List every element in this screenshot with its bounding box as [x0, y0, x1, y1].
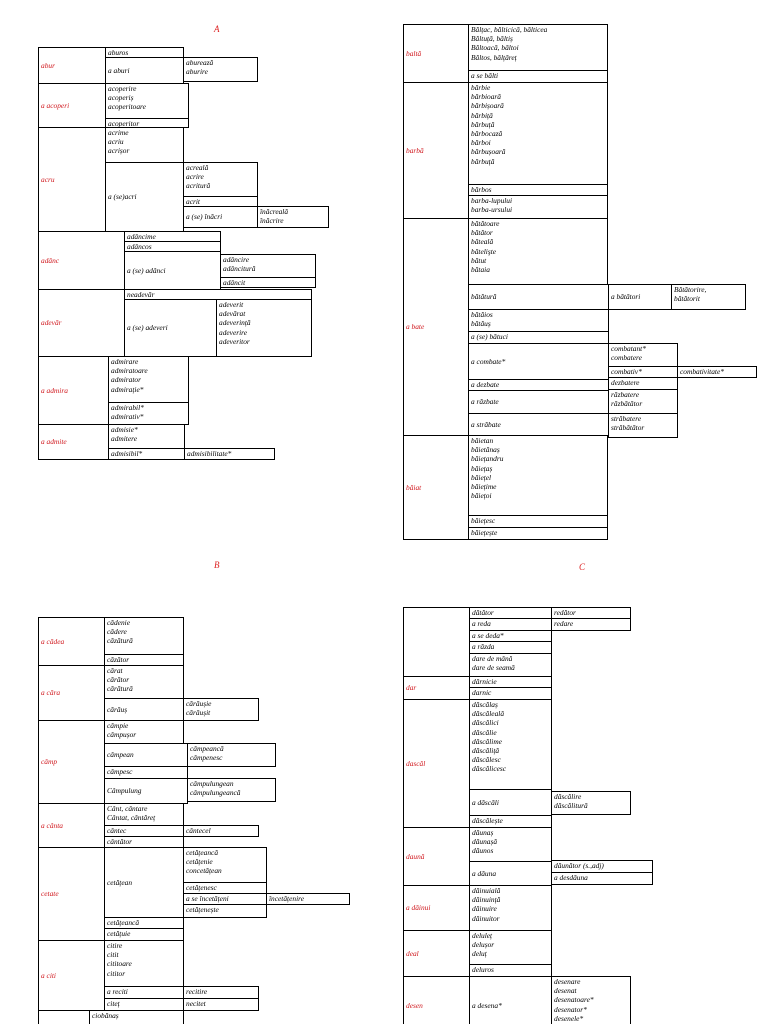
cell: acrime acriu acrișor — [105, 127, 184, 163]
cell: adâncos — [124, 241, 221, 252]
cell: recitire — [183, 986, 259, 999]
cell: aburează aburire — [183, 57, 258, 82]
headword: barbă — [403, 82, 469, 219]
cell: cetățenesc — [183, 882, 267, 894]
cell: deluleț delușor deluț — [469, 930, 552, 965]
cell: încetățenire — [266, 893, 350, 905]
cell: dezbatere — [608, 377, 678, 390]
cell: a aburi — [105, 57, 184, 84]
cell: răzbatere răzbătător — [608, 389, 678, 414]
section-title-c: C — [579, 562, 586, 572]
cell: aburos — [105, 47, 184, 58]
cell: acreală acrire acritură — [183, 162, 258, 197]
cell: combativ* — [608, 366, 678, 378]
cell: a desena* — [469, 976, 552, 1024]
cell: redare — [551, 618, 631, 631]
cell: câmpean — [104, 743, 188, 767]
headword — [38, 1010, 90, 1024]
cell: cetățeancă — [104, 917, 184, 929]
section-title-a: A — [214, 24, 220, 34]
cell: dăinuială dăinuință dăinuire dăinuitor — [469, 885, 552, 931]
headword: a citi — [38, 940, 105, 1011]
cell: Bălțac, bălticică, bălticea Băltuță, băltiș Băltoacă, băltoi Băltos, bălțăreț — [468, 24, 608, 71]
cell: a răzbate — [468, 390, 609, 414]
cell: dăscălire dăscălitură — [551, 791, 631, 815]
headword: dascăl — [403, 699, 470, 828]
cell: acrit — [183, 196, 258, 207]
cell: redător — [551, 607, 631, 619]
cell: a (se)acri — [105, 162, 184, 232]
cell: cântecel — [183, 825, 259, 837]
headword: dar — [403, 676, 470, 700]
headword: deal — [403, 930, 470, 977]
cell: bărbie bărbioară bărbișoară bărbiță bărbuță bărbocază bărboi bărbușoară bărbuță — [468, 82, 608, 185]
cell: bărbos — [468, 184, 608, 196]
cell: barba-lupului barba-ursului — [468, 195, 608, 219]
cell: a se deda* — [469, 630, 552, 642]
cell: a reciti — [104, 986, 184, 999]
cell: a (se) adeveri — [124, 299, 217, 357]
cell: a se încetățeni — [183, 893, 267, 905]
headword: a bate — [403, 218, 469, 436]
cell: desenare desenat desenatoare* desenator* desenele* — [551, 976, 631, 1024]
headword: cetate — [38, 847, 105, 941]
headword: abur — [38, 47, 106, 84]
cell: cântător — [104, 836, 184, 848]
cell: cetățeancă cetățenie concetățean — [183, 847, 267, 883]
section-title-b: B — [214, 560, 220, 570]
headword — [403, 607, 470, 677]
cell: bătăios bătăuș — [468, 309, 609, 332]
cell: citeț — [104, 998, 184, 1011]
cell: adeverit adevărat adeverință adeverire adeveritor — [216, 299, 312, 357]
cell: admirabil* admirativ* — [108, 402, 189, 425]
cell: dăunător (s.,adj) — [551, 860, 653, 873]
cell: câmpie câmpușor — [104, 720, 184, 744]
cell: Cânt, cântare Cântat, cântăreț — [104, 803, 184, 826]
cell: citire citit cititoare cititor — [104, 940, 184, 987]
headword: daună — [403, 827, 470, 886]
cell: adâncime — [124, 231, 221, 242]
cell: darnic — [469, 687, 552, 700]
cell: admisibil* — [108, 448, 185, 460]
cell: a dăscăli — [469, 789, 552, 816]
cell: cărăuș — [104, 698, 184, 721]
cell: dătător — [469, 607, 552, 619]
cell: adâncit — [220, 277, 316, 288]
cell: cântec — [104, 825, 184, 837]
headword: a dăinui — [403, 885, 470, 931]
headword: a admira — [38, 356, 109, 425]
cell: adâncire adâncitură — [220, 254, 316, 278]
cell: străbatere străbătător — [608, 413, 678, 438]
headword: a cânta — [38, 803, 105, 848]
cell: dăscălaș dăscăleală dăscălici dăscălie dăscălime dăscăliță dăscălesc dăscălicesc — [469, 699, 552, 790]
headword: adevăr — [38, 289, 125, 357]
cell: căzător — [104, 654, 184, 666]
headword: băiat — [403, 435, 469, 540]
cell: a bătători — [608, 284, 672, 310]
cell: a dezbate — [468, 379, 609, 391]
cell: neadevăr — [124, 289, 312, 300]
cell: câmpesc — [104, 766, 188, 779]
cell: băiețesc — [468, 515, 608, 528]
headword: a cădea — [38, 617, 105, 666]
headword: acru — [38, 127, 106, 232]
cell: câmpulungean câmpulungeancă — [187, 778, 276, 802]
cell: necitet — [183, 998, 259, 1011]
cell: băietan băietănaș băiețandru băiețaș băiețel băiețime băiețoi — [468, 435, 608, 516]
cell: dărnicie — [469, 676, 552, 688]
cell: cărat cărător cărătură — [104, 665, 184, 699]
cell: admirare admiratoare admirator admirație* — [108, 356, 189, 403]
cell: admisie* admitere — [108, 424, 185, 449]
cell: bătătură — [468, 284, 609, 310]
cell: a străbate — [468, 413, 609, 436]
cell: înăcreală înăcrire — [257, 206, 329, 228]
cell: a (se) înăcri — [183, 206, 258, 228]
cell: cetățenește — [183, 904, 267, 918]
cell: Bătătorire, bătătorit — [671, 284, 746, 310]
cell: bătătoare bătător băteală bătelişte bătut bătaia — [468, 218, 608, 285]
headword: desen — [403, 976, 470, 1024]
cell: dare de mână dare de seamă — [469, 653, 552, 677]
headword: a acoperi — [38, 83, 106, 128]
headword: adânc — [38, 231, 125, 290]
cell: a (se) adânci — [124, 251, 221, 290]
cell: băiețește — [468, 527, 608, 540]
cell: a reda — [469, 618, 552, 631]
cell: acoperitor — [105, 118, 189, 128]
cell: a (se) bătuci — [468, 331, 609, 344]
cell: câmpeancă câmpenesc — [187, 743, 276, 767]
cell: deluros — [469, 964, 552, 977]
headword: a admite — [38, 424, 109, 460]
cell: Câmpulung — [104, 778, 188, 804]
cell: a răzda — [469, 641, 552, 654]
cell: a combate* — [468, 343, 609, 380]
cell: dăscălește — [469, 815, 552, 828]
cell: combatant* combatere — [608, 343, 678, 367]
cell: cărăușie cărăușit — [183, 698, 259, 721]
cell: dăunaș dăunașă dăunos — [469, 827, 552, 862]
cell: a se bălti — [468, 70, 608, 83]
cell: combativitate* — [677, 366, 757, 378]
cell: acoperire acoperiș acoperitoare — [105, 83, 189, 119]
cell: admisibilitate* — [184, 448, 275, 460]
headword: a căra — [38, 665, 105, 721]
headword: câmp — [38, 720, 105, 804]
headword: baltă — [403, 24, 469, 83]
cell: a dăuna — [469, 861, 552, 886]
cell: cetățuie — [104, 928, 184, 941]
cell: cădenie cădere căzătură — [104, 617, 184, 655]
cell: cetățean — [104, 847, 184, 918]
cell: a desdăuna — [551, 872, 653, 885]
cell: ciobănaș — [89, 1010, 184, 1024]
